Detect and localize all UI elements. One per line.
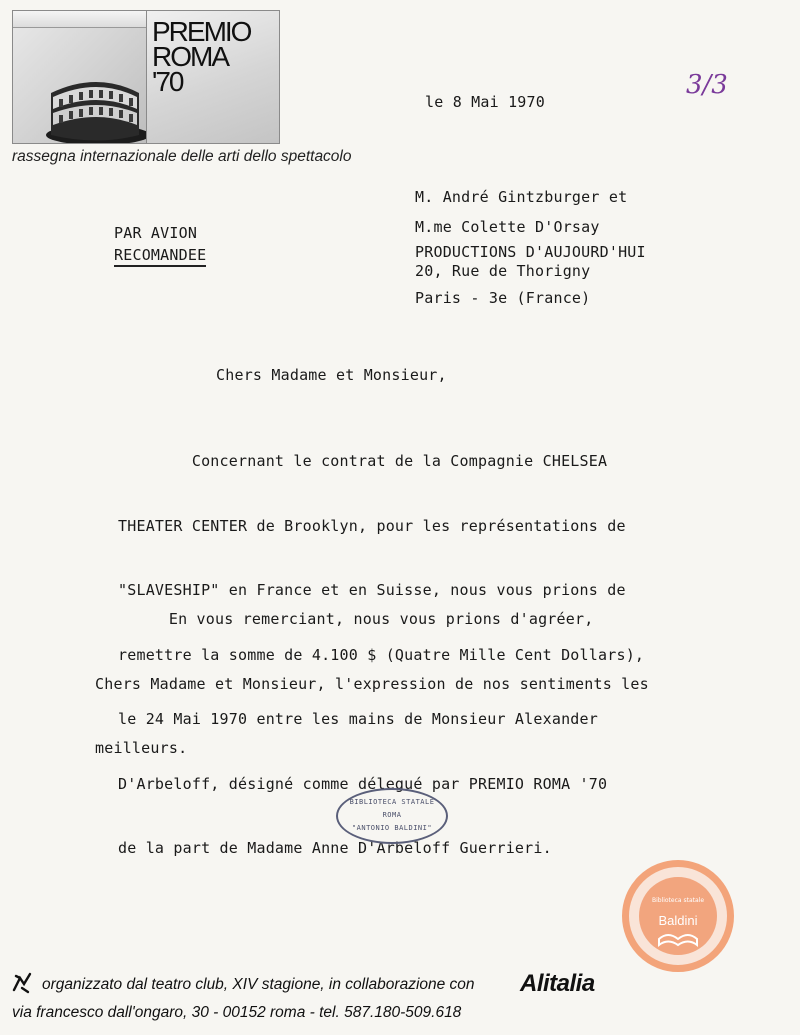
letterhead-tagline: rassegna internazionale delle arti dello spettacolo [12,148,352,165]
paragraph-line: remettre la somme de 4.100 $ (Quatre Mille Cent Dollars), [118,645,645,664]
paragraph-line: de la part de Madame Anne D'Arbeloff Guerrieri. [118,839,552,857]
recipient-line-5: Paris - 3e (France) [415,289,591,307]
body-paragraph-2 [95,566,675,781]
stamp-line-1: BIBLIOTECA STATALE [349,798,435,806]
colosseum-icon [13,11,146,143]
paragraph-line: THEATER CENTER de Brooklyn, pour les représentations de [118,516,626,535]
baldini-logo-text: Baldini [658,913,698,928]
library-stamp [336,788,448,844]
baldini-logo-inner [639,877,717,955]
stamp-line-2: ROMA [382,811,402,819]
footer-address-line: via francesco dall'ongaro, 30 - 00152 roma - tel. 587.180-509.618 [12,1004,462,1021]
recipient-line-4: 20, Rue de Thorigny [415,262,591,280]
paragraph-line: "SLAVESHIP" en France et en Suisse, nous vous prions de [118,581,626,599]
stamp-line-3: "ANTONIO BALDINI" [351,824,433,832]
recipient-line-1: M. André Gintzburger et [415,188,628,206]
open-book-icon [639,877,717,955]
premio-roma-logo-cube [146,10,280,144]
baldini-logo-small-text: Biblioteca statale [651,897,705,904]
paragraph-line: meilleurs. [95,739,188,757]
footer-organizer-line: organizzato dal teatro club, XIV stagione, in collaborazione con [42,976,475,993]
logo-text: PREMIO ROMA '70 [152,16,251,97]
delivery-line-airmail: PAR AVION [114,224,198,242]
handwritten-page-number: 3/3 [686,70,728,100]
theatre-club-icon [10,970,34,994]
letter-date: le 8 Mai 1970 [425,93,545,111]
colosseum-logo-cube [12,10,147,144]
delivery-line-registered: RECOMANDEE [114,246,206,267]
delivery-line-registered-wrap [114,246,206,264]
paragraph-line: Chers Madame et Monsieur, l'expression de nos sentiments les [95,674,649,693]
recipient-line-2: M.me Colette D'Orsay [415,218,600,236]
paragraph-line: En vous remerciant, nous vous prions d'agréer, [95,610,594,628]
recipient-line-3: PRODUCTIONS D'AUJOURD'HUI [415,243,646,261]
paragraph-line: Concernant le contrat de la Compagnie CHELSEA [118,452,608,470]
paragraph-line: le 24 Mai 1970 entre les mains de Monsieur Alexander [118,710,598,728]
salutation: Chers Madame et Monsieur, [216,366,447,384]
alitalia-logo: Alitalia [520,970,595,997]
baldini-library-logo [622,860,734,972]
paragraph-line: D'Arbeloff, désigné comme délegué par PREMIO ROMA '70 [118,774,608,793]
